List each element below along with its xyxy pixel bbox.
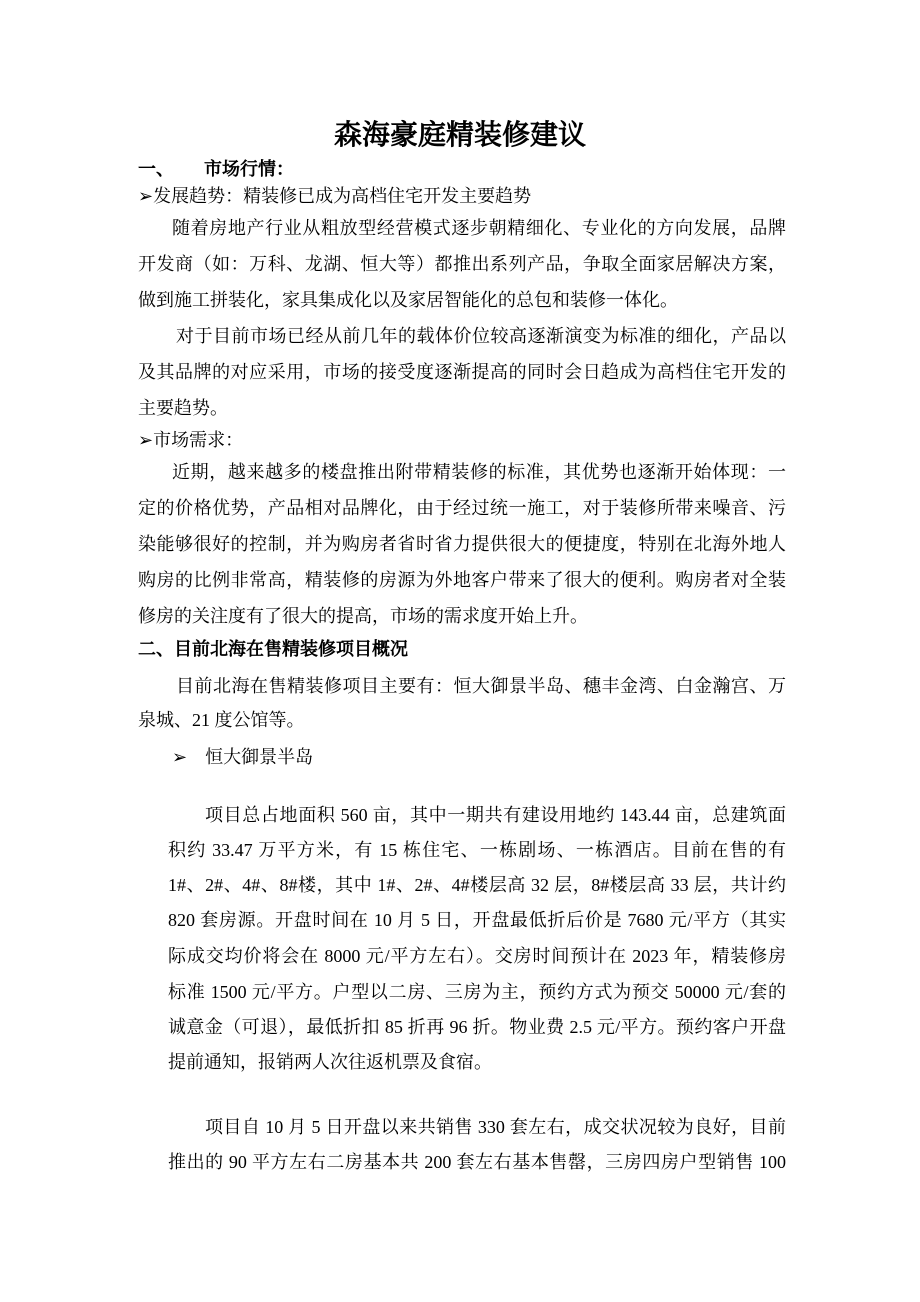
text-line: 随着房地产行业从粗放型经营模式逐步朝精细化、专业化的方向发展，品牌 — [172, 218, 786, 238]
text-line: 推出的 90 平方左右二房基本共 200 套左右基本售罄，三房四房户型销售 100 — [168, 1152, 786, 1172]
bullet-demand: ➢市场需求： — [138, 430, 244, 450]
text-line: 购房的比例非常高，精装修的房源为外地客户带来了很大的便利。购房者对全装 — [138, 570, 786, 590]
text-line: 项目自 10 月 5 日开盘以来共销售 330 套左右，成交状况较为良好，目前 — [205, 1117, 786, 1137]
text-line: 标准 1500 元/平方。户型以二房、三房为主，预约方式为预交 50000 元/套的 — [168, 982, 786, 1002]
text-line: 主要趋势。 — [138, 398, 228, 418]
text-line: 诚意金（可退），最低折扣 85 折再 96 折。物业费 2.5 元/平方。预约客户开盘 — [168, 1017, 786, 1037]
text-line: 项目总占地面积 560 亩，其中一期共有建设用地约 143.44 亩，总建筑面 — [205, 805, 786, 825]
text-line: 做到施工拼装化，家具集成化以及家居智能化的总包和装修一体化。 — [138, 290, 678, 310]
text-line: 1#、2#、4#、8#楼，其中 1#、2#、4#楼层高 32 层，8#楼层高 33 层，共计约 — [168, 875, 786, 895]
text-line: 泉城、21 度公馆等。 — [138, 710, 305, 730]
text-line: 近期，越来越多的楼盘推出附带精装修的标准，其优势也逐渐开始体现：一 — [172, 462, 786, 482]
text-line: 目前北海在售精装修项目主要有：恒大御景半岛、穗丰金湾、白金瀚宫、万 — [176, 676, 786, 696]
section2-heading: 二、目前北海在售精装修项目概况 — [138, 639, 408, 660]
text-line: 修房的关注度有了很大的提高，市场的需求度开始上升。 — [138, 606, 588, 626]
text-line: 提前通知，报销两人次往返机票及食宿。 — [168, 1052, 492, 1072]
section1-heading: 市场行情： — [204, 159, 294, 180]
bullet-trend: ➢发展趋势：精装修已成为高档住宅开发主要趋势 — [138, 186, 532, 206]
section1-number: 一、 — [138, 159, 174, 180]
text-line: 定的价格优势，产品相对品牌化，由于经过统一施工，对于装修所带来噪音、污 — [138, 498, 786, 518]
text-line: 际成交均价将会在 8000 元/平方左右）。交房时间预计在 2023 年，精装修房 — [168, 946, 786, 966]
text-line: 积约 33.47 万平方米，有 15 栋住宅、一栋剧场、一栋酒店。目前在售的有 — [168, 840, 786, 860]
text-line: 及其品牌的对应采用，市场的接受度逐渐提高的同时会日趋成为高档住宅开发的 — [138, 362, 786, 382]
text-line: 对于目前市场已经从前几年的载体价位较高逐渐演变为标准的细化，产品以 — [176, 326, 786, 346]
text-line: 染能够很好的控制，并为购房者省时省力提供很大的便捷度，特别在北海外地人 — [138, 534, 786, 554]
document-title: 森海豪庭精装修建议 — [333, 118, 586, 151]
bullet-hengda: ➢ 恒大御景半岛 — [172, 747, 314, 767]
text-line: 820 套房源。开盘时间在 10 月 5 日，开盘最低折后价是 7680 元/平方（其实 — [168, 910, 786, 930]
text-line: 开发商（如：万科、龙湖、恒大等）都推出系列产品，争取全面家居解决方案， — [138, 254, 786, 274]
